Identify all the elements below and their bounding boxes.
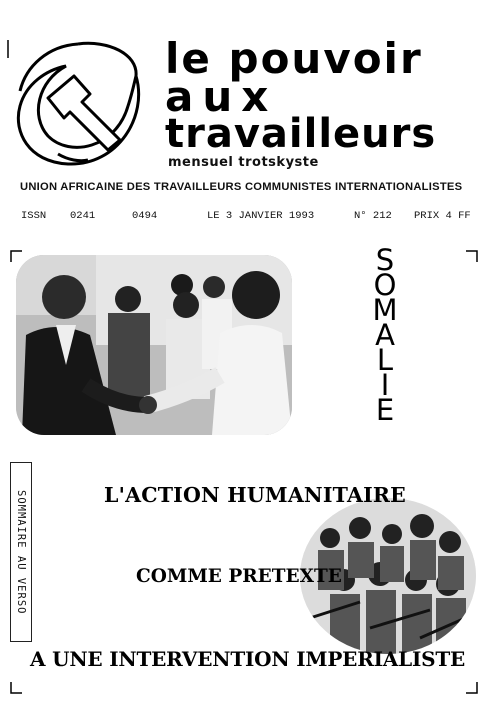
masthead-line-3: travailleurs bbox=[165, 111, 437, 157]
hammer-sickle-logo bbox=[8, 36, 158, 176]
issue-price: PRIX 4 FF bbox=[414, 210, 471, 222]
issn-label: ISSN bbox=[21, 210, 47, 222]
sommaire-label: SOMMAIRE AU VERSO bbox=[15, 489, 27, 615]
margin-mark bbox=[6, 40, 10, 58]
issn-part-1: 0241 bbox=[70, 210, 96, 222]
masthead-line-2: aux bbox=[165, 72, 278, 121]
vertical-title-letter: O bbox=[373, 268, 397, 302]
corner-mark-bottom-left bbox=[10, 682, 22, 694]
corner-mark-bottom-right bbox=[466, 682, 478, 694]
sommaire-box bbox=[10, 462, 32, 642]
vertical-title-letter: I bbox=[380, 368, 390, 402]
vertical-title-letter: S bbox=[375, 243, 395, 277]
masthead-line-1: le pouvoir bbox=[165, 34, 423, 83]
vertical-title-letter: M bbox=[372, 293, 398, 327]
vertical-title bbox=[368, 243, 402, 427]
vertical-title-letter: A bbox=[375, 318, 395, 352]
issue-number: N° 212 bbox=[354, 210, 392, 222]
vertical-title-letter: E bbox=[375, 393, 395, 427]
masthead-subtitle: mensuel trotskyste bbox=[168, 155, 319, 170]
corner-mark-top-right bbox=[466, 250, 478, 262]
organization-name: UNION AFRICAINE DES TRAVAILLEURS COMMUNISTES INTERNATIONALISTES bbox=[20, 181, 463, 193]
issn-part-2: 0494 bbox=[132, 210, 158, 222]
headline-line-2: COMME PRETEXTE bbox=[136, 566, 342, 587]
vertical-title-letter: L bbox=[376, 343, 394, 377]
corner-mark-top-left bbox=[10, 250, 22, 262]
headline-line-1: L'ACTION HUMANITAIRE bbox=[104, 483, 406, 507]
handshake-photo bbox=[16, 255, 292, 435]
headline-line-3: A UNE INTERVENTION IMPERIALISTE bbox=[30, 647, 466, 671]
issue-date: LE 3 JANVIER 1993 bbox=[207, 210, 315, 222]
